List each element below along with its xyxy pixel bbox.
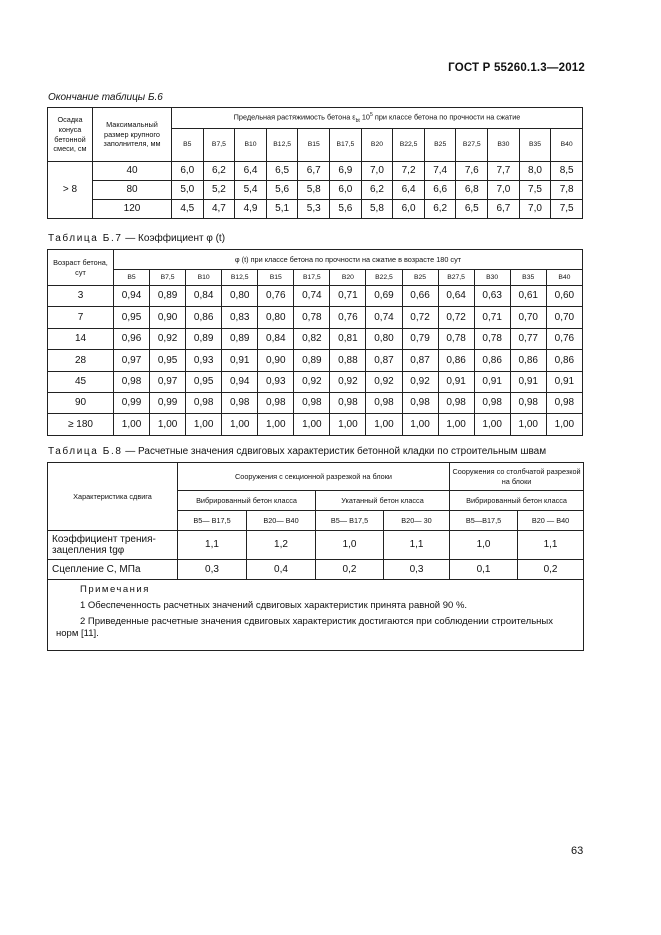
value-cell: 0,96 (114, 328, 150, 349)
value-cell: 6,8 (456, 181, 488, 200)
note-1: 1 Обеспеченность расчетных значений сдвиговых характеристик принята равной 90 %. (80, 599, 468, 611)
value-cell: 0,86 (438, 350, 474, 371)
class-header: B25 (424, 129, 456, 162)
value-cell: 0,76 (258, 286, 294, 307)
value-cell: 5,2 (203, 181, 235, 200)
table-b7 (47, 249, 583, 436)
table-row (48, 414, 583, 435)
value-cell: 6,5 (266, 162, 298, 181)
value-cell: 0,84 (186, 286, 222, 307)
value-cell: 8,5 (551, 162, 583, 181)
value-cell: 5,6 (266, 181, 298, 200)
class-header: B7,5 (150, 270, 186, 286)
value-cell: 0,98 (546, 392, 582, 413)
value-cell: 0,78 (474, 328, 510, 349)
value-cell: 0,98 (510, 392, 546, 413)
value-cell: 0,98 (474, 392, 510, 413)
age-cell: 7 (48, 307, 114, 328)
class-header: B10 (235, 129, 267, 162)
value-cell: 6,4 (235, 162, 267, 181)
table-b8-vibrated2-header: Вибрированный бетон класса (450, 491, 584, 511)
value-cell: 1,00 (114, 414, 150, 435)
table-b7-age-header: Возраст бетона, сут (48, 250, 114, 286)
value-cell: 0,93 (186, 350, 222, 371)
class-header: B27,5 (456, 129, 488, 162)
table-b7-group-header: φ (t) при классе бетона по прочности на сжатие в возрасте 180 сут (114, 250, 583, 270)
value-cell: 0,92 (402, 371, 438, 392)
value-cell: 0,97 (150, 371, 186, 392)
value-cell: 6,6 (424, 181, 456, 200)
value-cell: 0,91 (222, 350, 258, 371)
document-header: ГОСТ Р 55260.1.3—2012 (448, 62, 585, 74)
table-b6-caption: Окончание таблицы Б.6 (48, 92, 163, 103)
class-header: B20 (330, 270, 366, 286)
class-header: B22,5 (366, 270, 402, 286)
value-cell: 0,92 (330, 371, 366, 392)
value-cell: 0,98 (402, 392, 438, 413)
value-cell: 4,7 (203, 200, 235, 219)
value-cell: 0,90 (258, 350, 294, 371)
age-cell: ≥ 180 (48, 414, 114, 435)
value-cell: 0,94 (222, 371, 258, 392)
value-cell: 5,8 (298, 181, 330, 200)
value-cell: 0,88 (330, 350, 366, 371)
class-header: B27,5 (438, 270, 474, 286)
aggregate-cell: 80 (93, 181, 172, 200)
table-row (48, 560, 584, 580)
value-cell: 0,76 (546, 328, 582, 349)
value-cell: 0,92 (366, 371, 402, 392)
range-header: B20— 30 (384, 511, 450, 531)
characteristic-label: Сцепление С, МПа (48, 560, 178, 580)
value-cell: 0,92 (150, 328, 186, 349)
table-b8-characteristic-header: Характеристика сдвига (48, 463, 178, 531)
age-cell: 28 (48, 350, 114, 371)
value-cell: 0,79 (402, 328, 438, 349)
class-header: B30 (474, 270, 510, 286)
value-cell: 0,95 (186, 371, 222, 392)
slump-cell: > 8 (48, 162, 93, 219)
age-cell: 45 (48, 371, 114, 392)
table-row (48, 328, 583, 349)
class-header: B5 (114, 270, 150, 286)
value-cell: 1,00 (546, 414, 582, 435)
value-cell: 0,78 (294, 307, 330, 328)
value-cell: 0,95 (150, 350, 186, 371)
value-cell: 6,0 (330, 181, 362, 200)
value-cell: 0,91 (474, 371, 510, 392)
value-cell: 0,94 (114, 286, 150, 307)
value-cell: 0,66 (402, 286, 438, 307)
table-b8 (47, 462, 584, 651)
value-cell: 0,74 (366, 307, 402, 328)
value-cell: 1,00 (222, 414, 258, 435)
range-header: B5— B17,5 (316, 511, 384, 531)
value-cell: 0,78 (438, 328, 474, 349)
value-cell: 6,4 (393, 181, 425, 200)
value-cell: 0,2 (316, 560, 384, 580)
value-cell: 7,5 (551, 200, 583, 219)
value-cell: 1,00 (294, 414, 330, 435)
class-header: B35 (510, 270, 546, 286)
value-cell: 0,61 (510, 286, 546, 307)
value-cell: 0,70 (510, 307, 546, 328)
value-cell: 0,97 (114, 350, 150, 371)
value-cell: 0,89 (150, 286, 186, 307)
value-cell: 0,82 (294, 328, 330, 349)
value-cell: 0,76 (330, 307, 366, 328)
value-cell: 7,0 (488, 181, 520, 200)
age-cell: 14 (48, 328, 114, 349)
table-row (48, 350, 583, 371)
value-cell: 0,91 (546, 371, 582, 392)
value-cell: 0,90 (150, 307, 186, 328)
value-cell: 0,3 (384, 560, 450, 580)
value-cell: 0,92 (294, 371, 330, 392)
value-cell: 7,0 (519, 200, 551, 219)
class-header: B10 (186, 270, 222, 286)
value-cell: 5,3 (298, 200, 330, 219)
value-cell: 0,91 (510, 371, 546, 392)
characteristic-label: Коэффициент трения-зацепления tgφ (48, 531, 178, 560)
range-header: B20— B40 (247, 511, 316, 531)
value-cell: 6,7 (488, 200, 520, 219)
table-b8-notes (48, 580, 584, 651)
value-cell: 0,1 (450, 560, 518, 580)
value-cell: 0,72 (438, 307, 474, 328)
value-cell: 0,72 (402, 307, 438, 328)
value-cell: 0,98 (186, 392, 222, 413)
value-cell: 0,81 (330, 328, 366, 349)
class-header: B35 (519, 129, 551, 162)
value-cell: 5,4 (235, 181, 267, 200)
value-cell: 1,00 (438, 414, 474, 435)
value-cell: 6,9 (330, 162, 362, 181)
age-cell: 3 (48, 286, 114, 307)
value-cell: 0,98 (222, 392, 258, 413)
value-cell: 1,1 (384, 531, 450, 560)
value-cell: 0,95 (114, 307, 150, 328)
value-cell: 0,98 (258, 392, 294, 413)
class-header: B25 (402, 270, 438, 286)
note-2: 2 Приведенные расчетные значения сдвиговых характеристик достигаются при соблюдении строительных норм [11]. (56, 615, 553, 640)
value-cell: 1,00 (330, 414, 366, 435)
value-cell: 0,93 (258, 371, 294, 392)
class-header: B40 (551, 129, 583, 162)
value-cell: 0,80 (366, 328, 402, 349)
class-header: B7,5 (203, 129, 235, 162)
value-cell: 0,71 (474, 307, 510, 328)
class-header: B22,5 (393, 129, 425, 162)
value-cell: 0,91 (438, 371, 474, 392)
value-cell: 0,98 (330, 392, 366, 413)
table-b8-rolled-header: Укатанный бетон класса (316, 491, 450, 511)
value-cell: 0,64 (438, 286, 474, 307)
aggregate-cell: 40 (93, 162, 172, 181)
value-cell: 5,6 (330, 200, 362, 219)
value-cell: 1,0 (450, 531, 518, 560)
value-cell: 0,2 (518, 560, 584, 580)
value-cell: 0,77 (510, 328, 546, 349)
notes-title: Примечания (80, 584, 150, 595)
value-cell: 6,7 (298, 162, 330, 181)
value-cell: 1,1 (178, 531, 247, 560)
value-cell: 0,99 (114, 392, 150, 413)
value-cell: 7,2 (393, 162, 425, 181)
value-cell: 0,71 (330, 286, 366, 307)
value-cell: 0,98 (438, 392, 474, 413)
value-cell: 0,86 (474, 350, 510, 371)
aggregate-cell: 120 (93, 200, 172, 219)
value-cell: 5,0 (172, 181, 204, 200)
value-cell: 0,86 (546, 350, 582, 371)
table-b6-slump-header: Осадка конуса бетонной смеси, см (48, 108, 93, 162)
value-cell: 0,99 (150, 392, 186, 413)
value-cell: 6,2 (424, 200, 456, 219)
page-number: 63 (571, 845, 584, 857)
value-cell: 0,87 (366, 350, 402, 371)
table-b6-group-header: Предельная растяжимость бетона $\varepsilon_{bt}$ $10^5$ при классе бетона по прочности на сжатие (172, 108, 583, 129)
value-cell: 0,98 (114, 371, 150, 392)
value-cell: 6,0 (393, 200, 425, 219)
table-row (48, 371, 583, 392)
value-cell: 0,89 (186, 328, 222, 349)
class-header: B15 (298, 129, 330, 162)
class-header: B17,5 (330, 129, 362, 162)
value-cell: 1,00 (402, 414, 438, 435)
age-cell: 90 (48, 392, 114, 413)
table-row (48, 162, 583, 181)
value-cell: 0,60 (546, 286, 582, 307)
value-cell: 0,70 (546, 307, 582, 328)
table-row (48, 531, 584, 560)
class-header: B15 (258, 270, 294, 286)
class-header: B12,5 (266, 129, 298, 162)
table-b8-caption: Таблица Б.8 — Расчетные значения сдвиговых характеристик бетонной кладки по строительным швам (48, 446, 547, 457)
value-cell: 0,69 (366, 286, 402, 307)
value-cell: 7,7 (488, 162, 520, 181)
value-cell: 0,98 (366, 392, 402, 413)
value-cell: 0,87 (402, 350, 438, 371)
class-header: B5 (172, 129, 204, 162)
class-header: B12,5 (222, 270, 258, 286)
value-cell: 4,5 (172, 200, 204, 219)
value-cell: 1,0 (316, 531, 384, 560)
value-cell: 0,4 (247, 560, 316, 580)
value-cell: 5,8 (361, 200, 393, 219)
value-cell: 7,0 (361, 162, 393, 181)
value-cell: 6,2 (203, 162, 235, 181)
class-header: B17,5 (294, 270, 330, 286)
value-cell: 0,80 (258, 307, 294, 328)
table-b6-aggregate-header: Максимальный размер крупного заполнителя, мм (93, 108, 172, 162)
value-cell: 6,0 (172, 162, 204, 181)
range-header: B5—B17,5 (450, 511, 518, 531)
table-row (48, 392, 583, 413)
table-b8-column-header: Сооружения со столбчатой разрезкой на блоки (450, 463, 584, 491)
value-cell: 0,63 (474, 286, 510, 307)
value-cell: 0,3 (178, 560, 247, 580)
value-cell: 5,1 (266, 200, 298, 219)
value-cell: 1,2 (247, 531, 316, 560)
range-header: B20 — B40 (518, 511, 584, 531)
value-cell: 0,86 (510, 350, 546, 371)
table-row (48, 307, 583, 328)
value-cell: 7,5 (519, 181, 551, 200)
class-header: B40 (546, 270, 582, 286)
table-b7-caption: Таблица Б.7 — Коэффициент φ (t) (48, 233, 226, 244)
value-cell: 8,0 (519, 162, 551, 181)
value-cell: 0,89 (294, 350, 330, 371)
value-cell: 0,83 (222, 307, 258, 328)
value-cell: 1,00 (474, 414, 510, 435)
value-cell: 7,6 (456, 162, 488, 181)
value-cell: 1,00 (366, 414, 402, 435)
value-cell: 1,00 (510, 414, 546, 435)
table-b8-sectional-header: Сооружения с секционной разрезкой на блоки (178, 463, 450, 491)
table-row (48, 200, 583, 219)
value-cell: 0,74 (294, 286, 330, 307)
value-cell: 1,1 (518, 531, 584, 560)
range-header: B5— B17,5 (178, 511, 247, 531)
value-cell: 7,4 (424, 162, 456, 181)
value-cell: 1,00 (150, 414, 186, 435)
value-cell: 7,8 (551, 181, 583, 200)
table-row (48, 286, 583, 307)
class-header: B20 (361, 129, 393, 162)
value-cell: 1,00 (186, 414, 222, 435)
value-cell: 0,89 (222, 328, 258, 349)
table-b8-vibrated-header: Вибрированный бетон класса (178, 491, 316, 511)
value-cell: 0,80 (222, 286, 258, 307)
value-cell: 6,5 (456, 200, 488, 219)
table-row (48, 181, 583, 200)
table-b6 (47, 107, 583, 219)
value-cell: 0,84 (258, 328, 294, 349)
value-cell: 0,98 (294, 392, 330, 413)
value-cell: 6,2 (361, 181, 393, 200)
value-cell: 1,00 (258, 414, 294, 435)
class-header: B30 (488, 129, 520, 162)
value-cell: 4,9 (235, 200, 267, 219)
value-cell: 0,86 (186, 307, 222, 328)
